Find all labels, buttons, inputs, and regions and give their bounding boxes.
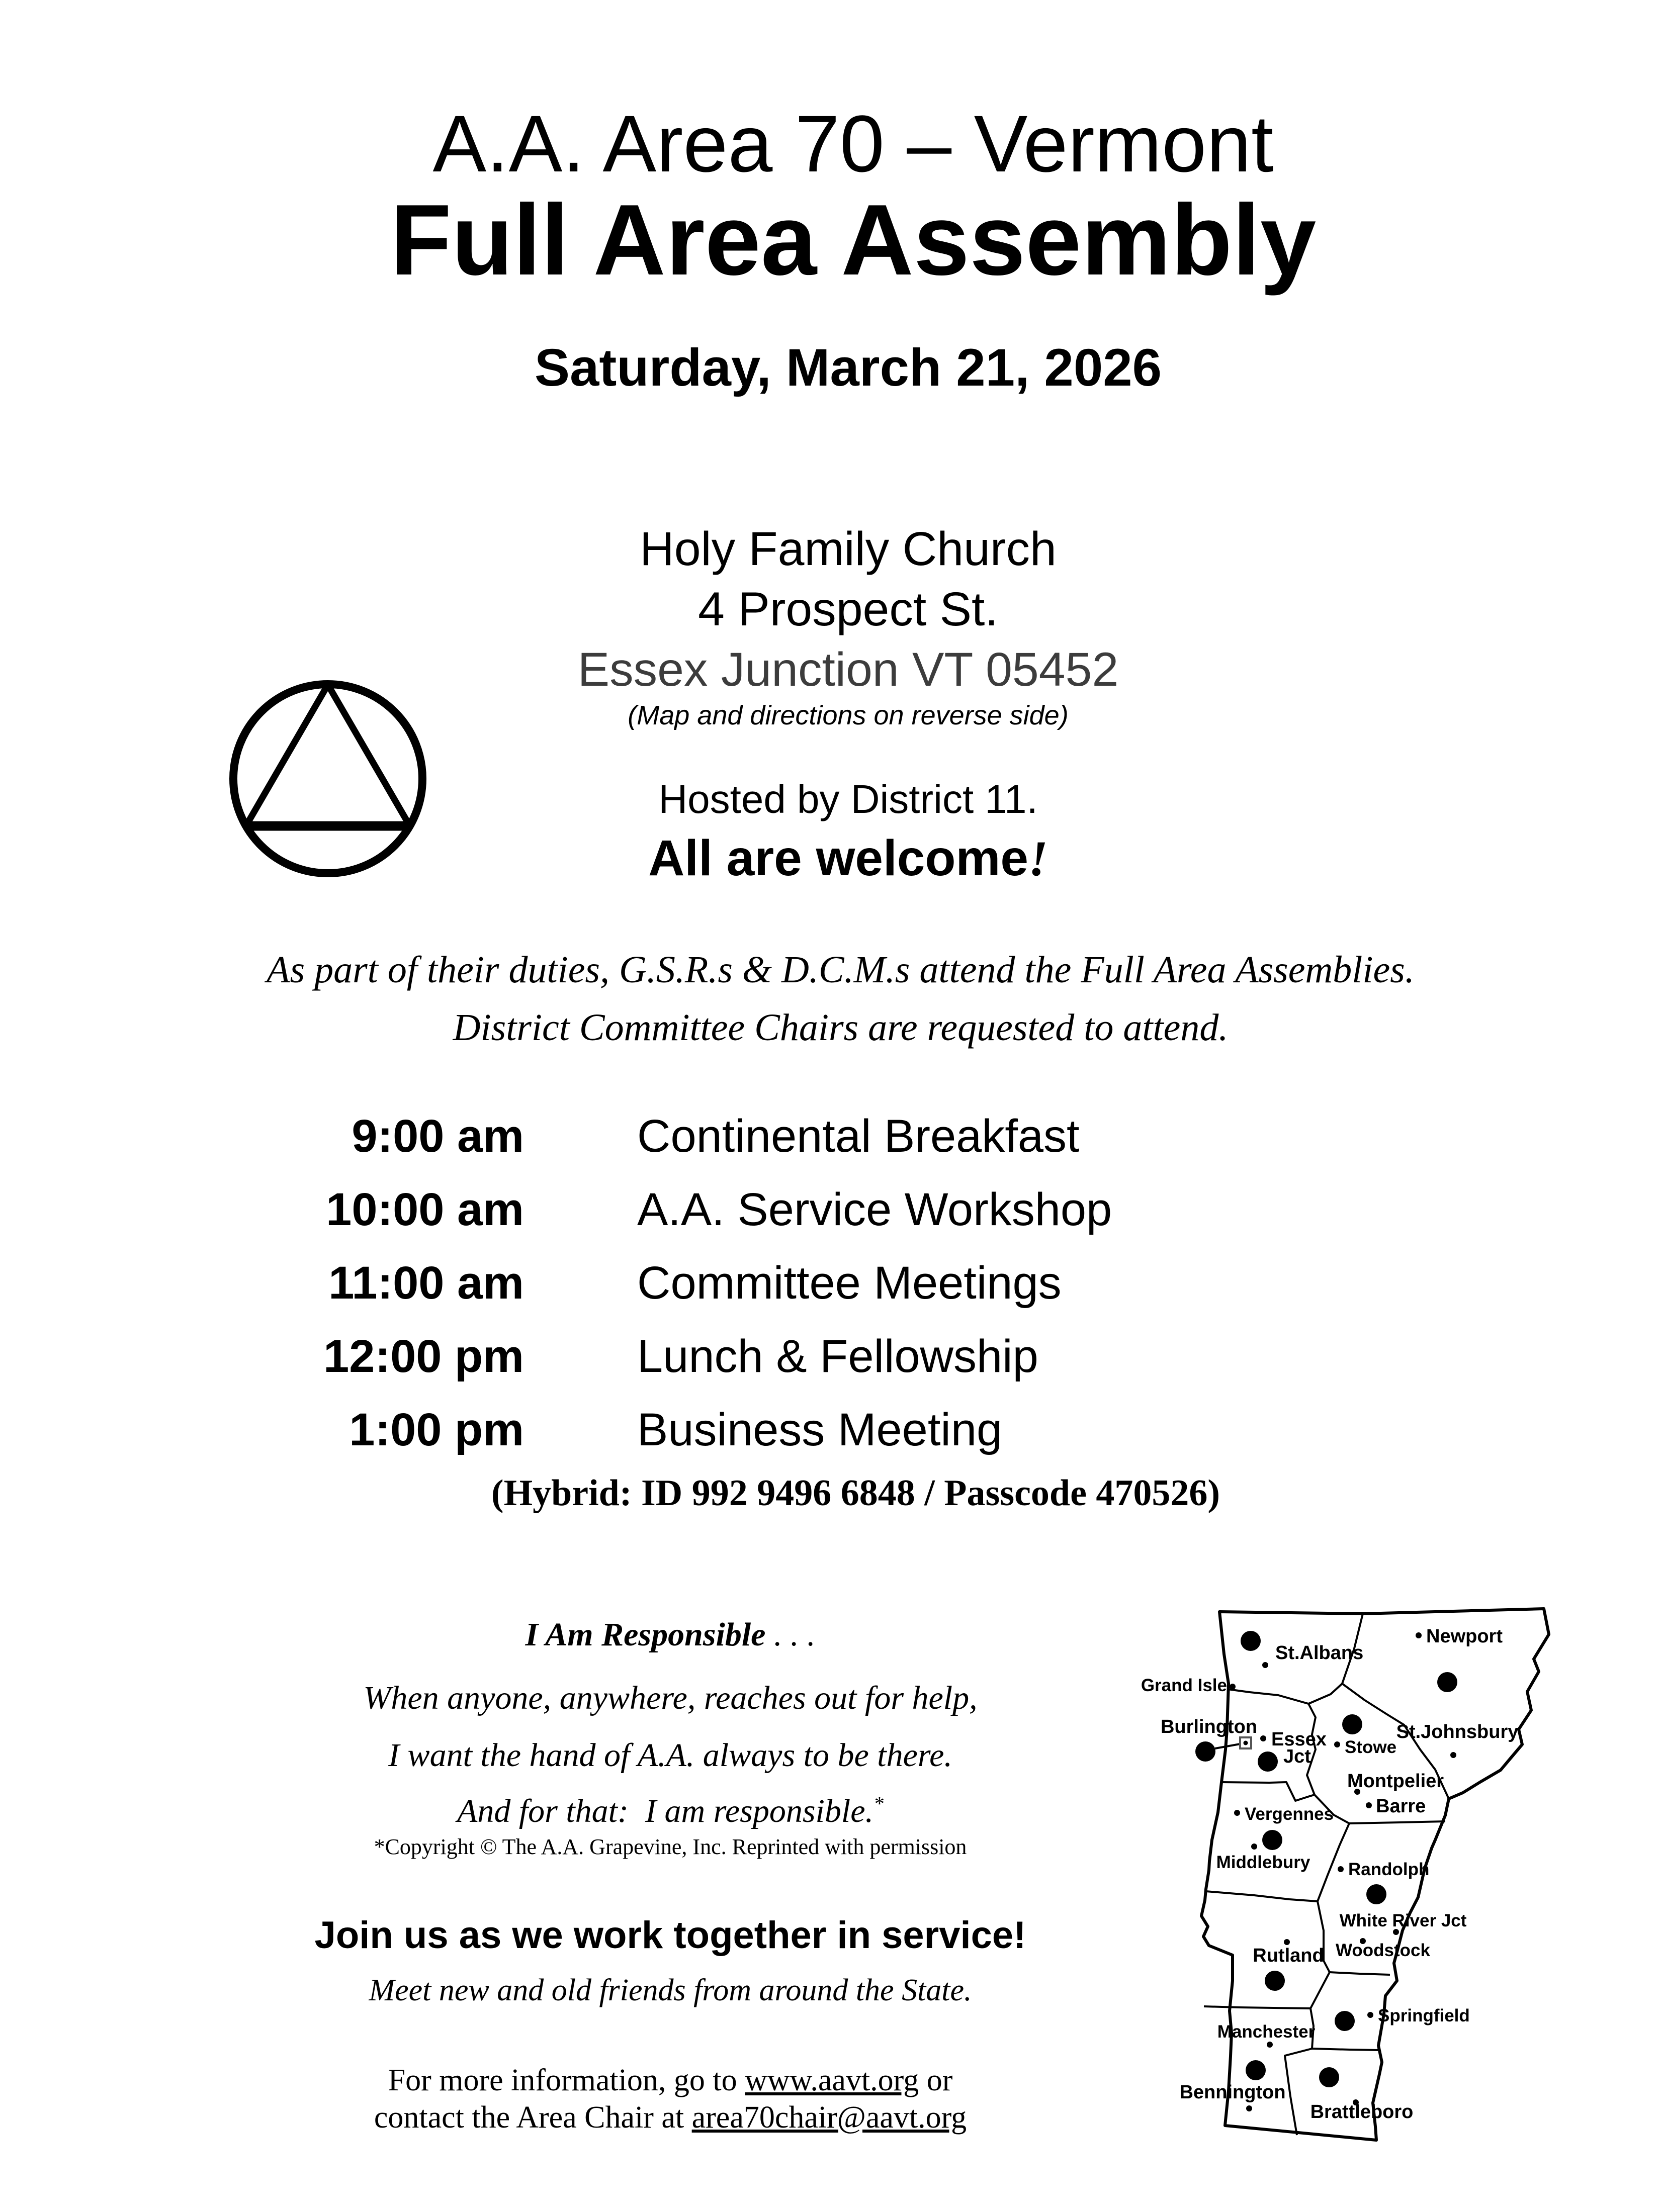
town-dot-middlebury [1251, 1844, 1257, 1850]
schedule-time: 10:00 am [326, 1184, 524, 1235]
responsibility-footnote-star: * [873, 1792, 884, 1815]
district-badge-number-3: 3 [1443, 1674, 1452, 1691]
responsibility-title-text: I Am Responsible [525, 1616, 766, 1653]
town-dot-springfield [1367, 2012, 1373, 2018]
district-badge-number-6: 6 [1270, 1972, 1279, 1990]
town-label-middlebury: Middlebury [1216, 1853, 1310, 1872]
town-label-grand-isle: Grand Isle [1141, 1676, 1227, 1695]
map-directions-note: (Map and directions on reverse side) [628, 700, 1069, 730]
more-info-text: For more information, go to [388, 2063, 745, 2097]
schedule-time: 12:00 pm [323, 1331, 524, 1382]
meet-friends-line: Meet new and old friends from around the State. [369, 1973, 972, 2007]
duties-line2: District Committee Chairs are requested to attend. [453, 1006, 1229, 1049]
town-dot-vergennes [1234, 1810, 1240, 1816]
district-badge-number-2: 2 [1201, 1743, 1210, 1761]
venue-name: Holy Family Church [640, 522, 1057, 576]
district-badge-number-1: 1 [1246, 1632, 1255, 1650]
district-badge-number-4: 4 [1348, 1716, 1357, 1733]
town-label-randolph: Randolph [1348, 1860, 1430, 1879]
event-date: Saturday, March 21, 2026 [534, 338, 1162, 397]
hybrid-meeting-info: (Hybrid: ID 992 9496 6848 / Passcode 470526) [491, 1472, 1220, 1514]
town-dot-st-johnsbury [1450, 1752, 1456, 1758]
join-us-line: Join us as we work together in service! [314, 1914, 1026, 1957]
town-dot-grand-isle [1230, 1684, 1236, 1690]
contact-text: contact the Area Chair at [374, 2100, 692, 2135]
schedule-time: 1:00 pm [349, 1404, 524, 1455]
schedule-event: Business Meeting [637, 1404, 1003, 1455]
page-title-line1: A.A. Area 70 – Vermont [432, 99, 1274, 189]
town-label-montpelier: Montpelier [1347, 1771, 1444, 1792]
town-dot-st-albans [1262, 1662, 1268, 1668]
hosted-by-line: Hosted by District 11. [658, 777, 1038, 821]
town-dot-stowe [1334, 1741, 1340, 1747]
responsibility-title-dots: . . . [765, 1616, 816, 1653]
more-info-line [117, 2062, 1223, 2099]
page-title-line2: Full Area Assembly [390, 184, 1317, 296]
welcome-text: All are welcome [648, 830, 1028, 886]
venue-street: 4 Prospect St. [698, 583, 998, 636]
town-label-white-river-jct: White River Jct [1339, 1911, 1467, 1930]
vermont-district-map [1128, 1579, 1561, 2162]
town-label-manchester: Manchester [1217, 2022, 1316, 2042]
town-dot-barre [1366, 1802, 1372, 1808]
lower-left-column [117, 0, 1223, 2212]
aavt-website-link[interactable]: www.aavt.org [745, 2063, 919, 2097]
schedule-event: A.A. Service Workshop [637, 1184, 1112, 1235]
town-label-barre: Barre [1376, 1796, 1426, 1817]
area-chair-email-link[interactable]: area70chair@aavt.org [691, 2100, 967, 2135]
responsibility-title [117, 1616, 1223, 1654]
schedule-event: Lunch & Fellowship [637, 1331, 1038, 1382]
responsibility-line1: When anyone, anywhere, reaches out for help, [363, 1680, 978, 1716]
responsibility-line3 [117, 1792, 1223, 1830]
town-label-brattleboro: Brattleboro [1310, 2101, 1414, 2123]
district-badge-number-11: 11 [1261, 1754, 1275, 1769]
district-badge-number-8: 8 [1325, 2069, 1334, 2086]
burlington-square-dot [1244, 1741, 1248, 1745]
more-info-or: or [919, 2063, 953, 2097]
town-dot-randolph [1338, 1866, 1344, 1872]
town-label-st-albans: St.Albans [1275, 1642, 1364, 1664]
town-dot-bennington [1246, 2105, 1252, 2111]
district-badge-number-10: 10 [1337, 2013, 1352, 2029]
town-label-burlington: Burlington [1160, 1716, 1258, 1737]
district-badge-number-5: 5 [1372, 1886, 1381, 1903]
responsibility-line2: I want the hand of A.A. always to be there. [388, 1737, 952, 1774]
schedule-time: 9:00 am [352, 1111, 524, 1162]
copyright-line: *Copyright © The A.A. Grapevine, Inc. Reprinted with permission [374, 1834, 967, 1859]
town-label-rutland: Rutland [1253, 1945, 1324, 1966]
town-dot-manchester [1267, 2042, 1273, 2048]
town-label-essex: Essex [1271, 1729, 1327, 1750]
duties-line1: As part of their duties, G.S.R.s & D.C.M.s attend the Full Area Assemblies. [267, 949, 1415, 991]
town-label-woodstock: Woodstock [1336, 1941, 1430, 1960]
town-dot-newport [1416, 1632, 1422, 1638]
town-label-springfield: Springfield [1378, 2006, 1470, 2025]
welcome-exclamation: ! [1028, 831, 1048, 886]
responsibility-line3-text: And for that: I am responsible. [457, 1793, 873, 1829]
venue-city: Essex Junction VT 05452 [577, 643, 1119, 696]
town-label-newport: Newport [1426, 1626, 1503, 1647]
town-label-bennington: Bennington [1179, 2082, 1286, 2103]
schedule-event: Continental Breakfast [637, 1111, 1080, 1162]
town-label-st-johnsbury: St.Johnsbury [1396, 1721, 1519, 1742]
schedule-event: Committee Meetings [637, 1257, 1062, 1309]
schedule-time: 11:00 am [328, 1257, 524, 1309]
town-label-jct: Jct [1283, 1746, 1311, 1767]
town-dot-essex-jct [1260, 1735, 1266, 1741]
contact-line [117, 2099, 1223, 2137]
district-badge-number-7: 7 [1251, 2062, 1260, 2079]
town-label-stowe: Stowe [1345, 1737, 1397, 1757]
town-label-vergennes: Vergennes [1245, 1804, 1334, 1824]
district-badge-number-9: 9 [1268, 1831, 1277, 1849]
town-dot-rutland [1284, 1939, 1290, 1945]
